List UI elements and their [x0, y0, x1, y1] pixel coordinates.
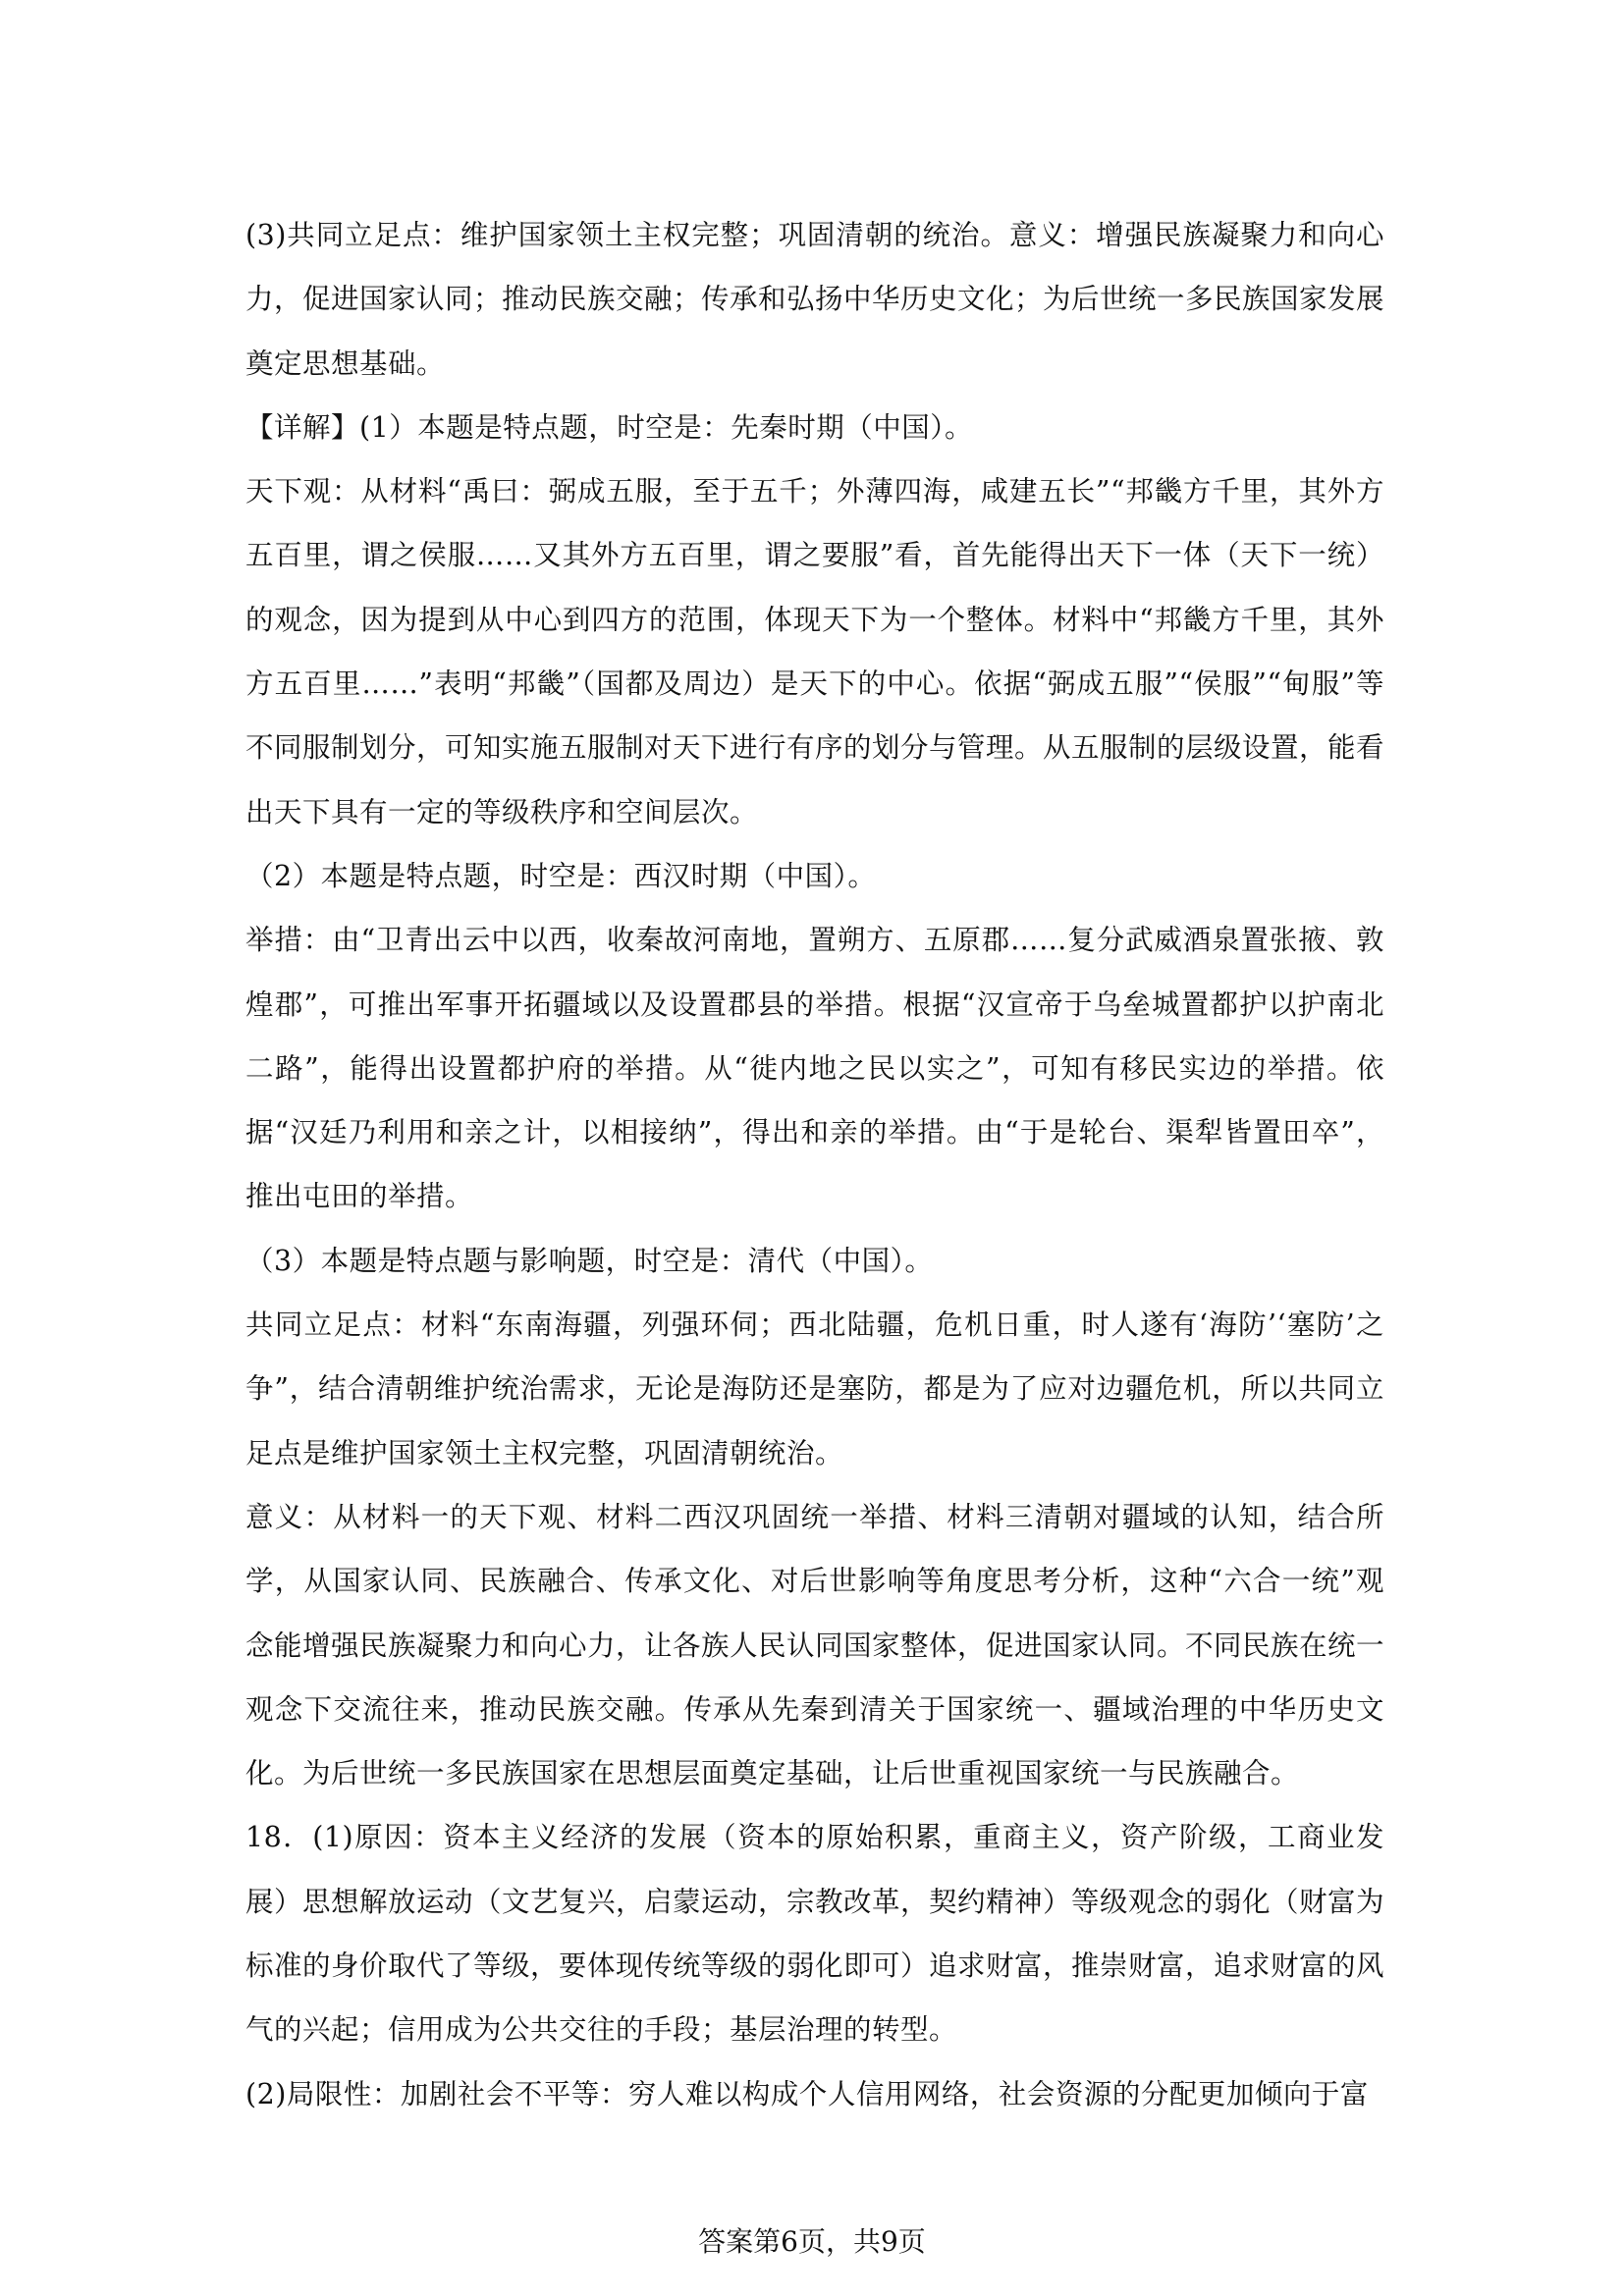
paragraph-detail-1: 【详解】(1）本题是特点题，时空是：先秦时期（中国）。 [245, 410, 974, 444]
paragraph-q18-1: 18．(1)原因：资本主义经济的发展（资本的原始积累，重商主义，资产阶级，工商业发展）思想解放运动（文艺复兴，启蒙运动，宗教改革，契约精神）等级观念的弱化（财富为标准的身价取代了等级，要体现传统等级的弱化即可）追求财富，推崇财富，追求财富的风气的兴起；信用成为公共交往的手段；基层治理的转型。 [245, 1821, 1385, 2047]
paragraph-tianxia-view: 天下观：从材料“禹曰：弼成五服，至于五千；外薄四海，咸建五长”“邦畿方千里，其外方五百里，谓之侯服……又其外方五百里，谓之要服”看，首先能得出天下一体（天下一统）的观念，因为提到从中心到四方的范围，体现天下为一个整体。材料中“邦畿方千里，其外方五百里……”表明“邦畿”（国都及周边）是天下的中心。依据“弼成五服”“侯服”“甸服”等不同服制划分，可知实施五服制对天下进行有序的划分与管理。从五服制的层级设置，能看出天下具有一定的等级秩序和空间层次。 [245, 475, 1385, 828]
paragraph-q17-3-answer: (3)共同立足点：维护国家领土主权完整；巩固清朝的统治。意义：增强民族凝聚力和向心力，促进国家认同；推动民族交融；传承和弘扬中华历史文化；为后世统一多民族国家发展奠定思想基础。 [245, 219, 1385, 380]
paragraph-common-basis: 共同立足点：材料“东南海疆，列强环伺；西北陆疆，危机日重，时人遂有‘海防’‘塞防’之争”，结合清朝维护统治需求，无论是海防还是塞防，都是为了应对边疆危机，所以共同立足点是维护国家领土主权完整，巩固清朝统治。 [245, 1308, 1384, 1469]
paragraph-significance: 意义：从材料一的天下观、材料二西汉巩固统一举措、材料三清朝对疆域的认知，结合所学，从国家认同、民族融合、传承文化、对后世影响等角度思考分析，这种“六合一统”观念能增强民族凝聚力和向心力，让各族人民认同国家整体，促进国家认同。不同民族在统一观念下交流往来，推动民族交融。传承从先秦到清关于国家统一、疆域治理的中华历史文化。为后世统一多民族国家在思想层面奠定基础，让后世重视国家统一与民族融合。 [245, 1500, 1385, 1790]
paragraph-detail-3: （3）本题是特点题与影响题，时空是：清代（中国）。 [245, 1244, 934, 1277]
page-footer: 答案第6页，共9页 [698, 2225, 926, 2258]
paragraph-detail-2: （2）本题是特点题，时空是：西汉时期（中国）。 [245, 859, 877, 892]
answer-body [245, 203, 1384, 2126]
paragraph-measures: 举措：由“卫青出云中以西，收秦故河南地，置朔方、五原郡……复分武威酒泉置张掖、敦煌郡”，可推出军事开拓疆域以及设置郡县的举措。根据“汉宣帝于乌垒城置都护以护南北二路”，能得出设置都护府的举措。从“徙内地之民以实之”，可知有移民实边的举措。依据“汉廷乃利用和亲之计，以相接纳”，得出和亲的举措。由“于是轮台、渠犁皆置田卒”，推出屯田的举措。 [245, 924, 1384, 1213]
paragraph-q18-2: (2)局限性：加剧社会不平等：穷人难以构成个人信用网络，社会资源的分配更加倾向于富 [245, 2077, 1369, 2110]
